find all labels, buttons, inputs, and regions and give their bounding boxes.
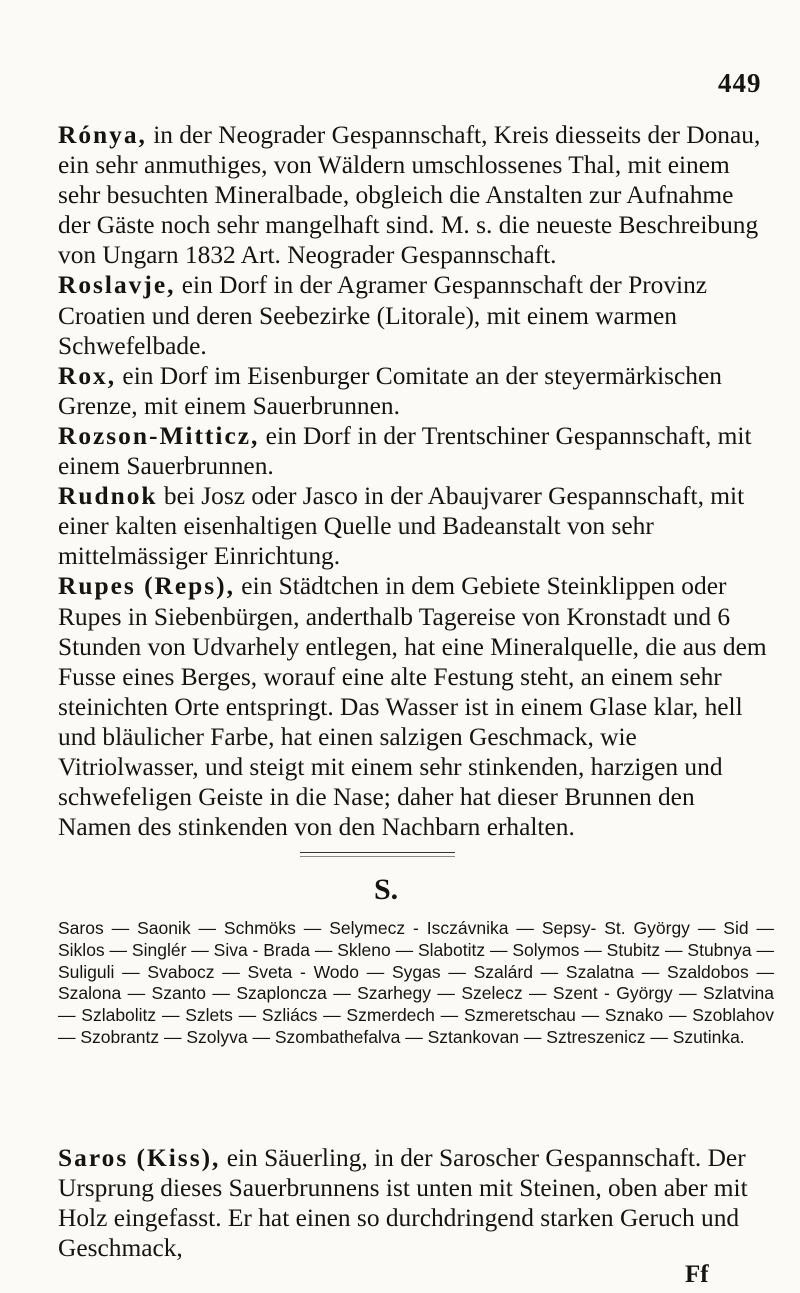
entry-lemma: Roslavje, [58,271,176,300]
entry-lemma: Rónya, [58,121,147,149]
dictionary-entries [58,120,772,842]
signature-mark: Ff [685,1261,709,1288]
entry-text: ein Städtchen in dem Gebiete Steinklippen oder Rupes in Siebenbürgen, anderthalb Tagereise von Kronstadt und 6 Stunden von Udvarhely entlegen, hat eine Mineralquelle, die aus dem Fusse eines Berges, worauf eine alte Festung steht, an einem sehr steinichten Orte entspringt. Das Wasser ist in einem Glase klar, hell und bläulicher Farbe, hat einen salzigen Geschmack, wie Vitriolwasser, und steigt mit einem sehr stinkenden, harzigen und schwefeligen Geiste in die Nase; daher hat dieser Brunnen den Namen des stinkenden von den Nachbarn erhalten. [58,572,767,842]
entry-roslavje [58,270,772,360]
entry-text: ein Dorf in der Trentschiner Gespannschaft, mit einem Sauerbrunnen. [58,421,752,481]
entry-lemma: Saros (Kiss), [58,1144,221,1172]
entry-lemma: Rudnok [58,482,158,511]
entry-rupes [58,571,772,842]
page-number: 449 [718,68,762,98]
entry-text: bei Josz oder Jasco in der Abaujvarer Gespannschaft, mit einer kalten eisenhaltigen Quelle und Badeanstalt von sehr mittelmässiger Einrichtung. [58,482,745,571]
entry-text: ein Dorf in der Agramer Gespannschaft der Provinz Croatien und deren Seebezirke (Litorale), mit einem warmen Schwefelbade. [58,271,708,360]
place-index-list: Saros — Saonik — Schmöks — Selymecz - Isczávnika — Sepsy- St. György — Sid — Siklos — Singlér — Siva - Brada — Skleno — Slabotitz — Solymos — Stubitz — Stubnya — Suliguli — Svabocz — Sveta - Wodo — Sygas — Szalárd — Szalatna — Szaldobos — Szalona — Szanto — Szaploncza — Szarhegy — Szelecz — Szent - György — Szlatvina — Szlabolitz — Szlets — Szliács — Szmerdech — Szmeretschau — Sznako — Szoblahov — Szobrantz — Szolyva — Szombathefalva — Sztankovan — Sztreszenicz — Szutinka. [58,918,774,1047]
entry-lemma: Rox, [58,361,117,390]
entry-lemma: Rupes (Reps), [58,572,235,601]
section-heading: S. [374,873,399,906]
section-divider [300,852,455,857]
entry-text: ein Säuerling, in der Saroscher Gespannschaft. Der Ursprung dieses Sauerbrunnens ist unten mit Steinen, oben aber mit Holz eingefasst. Er hat einen so durchdringend starken Geruch und Geschmack, [58,1144,748,1262]
entry-rudnok [58,481,772,571]
entry-ronya [58,120,772,270]
entry-rox [58,361,772,421]
entry-saros [58,1143,774,1263]
entry-lemma: Rozson-Mitticz, [58,421,260,450]
entry-text: ein Dorf im Eisenburger Comitate an der steyermärkischen Grenze, mit einem Sauerbrunnen. [58,361,722,420]
entry-rozson-mitticz [58,421,772,481]
entry-text: in der Neograder Gespannschaft, Kreis diesseits der Donau, ein sehr anmuthiges, von Wäldern umschlossenes Thal, mit einem sehr besuchten Mineralbade, obgleich die Anstalten zur Aufnahme der Gäste noch sehr mangelhaft sind. M. s. die neueste Beschreibung von Ungarn 1832 Art. Neograder Gespannschaft. [58,121,761,270]
